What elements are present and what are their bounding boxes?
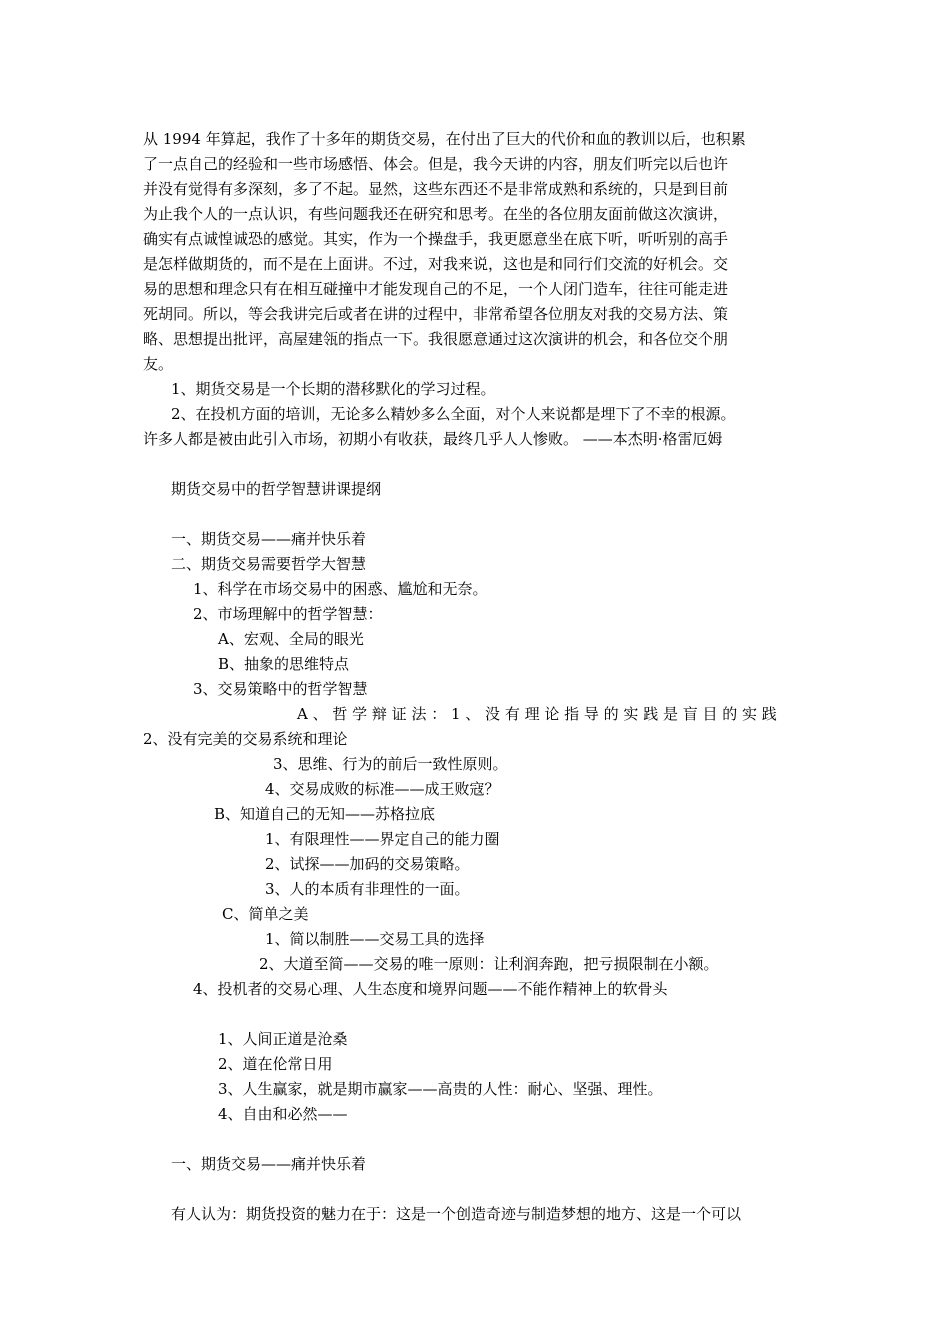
section-heading: 一、期货交易——痛并快乐着 — [171, 1155, 367, 1173]
outline-s3a: A 、 哲 学 辩 证 法 ： 1 、 没 有 理 论 指 导 的 实 践 是 盲 目 的 实 践 — [297, 705, 777, 723]
outline-s3c: C、简单之美 — [222, 905, 309, 923]
outline-s2a: A、宏观、全局的眼光 — [218, 630, 364, 648]
outline-h2: 二、期货交易需要哲学大智慧 — [171, 555, 367, 573]
intro-line-6: 是怎样做期货的，而不是在上面讲。不过，对我来说，这也是和同行们交流的好机会。交 — [143, 255, 729, 273]
outline-h1: 一、期货交易——痛并快乐着 — [171, 530, 367, 548]
outline-title: 期货交易中的哲学智慧讲课提纲 — [171, 480, 382, 498]
outline-s4: 4、投机者的交易心理、人生态度和境界问题——不能作精神上的软骨头 — [193, 980, 668, 998]
outline-s1: 1、科学在市场交易中的困惑、尴尬和无奈。 — [193, 580, 488, 598]
outline-s4-3: 3、人生赢家，就是期市赢家——高贵的人性：耐心、坚强、理性。 — [218, 1080, 663, 1098]
outline-s4-1: 1、人间正道是沧桑 — [218, 1030, 348, 1048]
outline-s3c2: 2、大道至简——交易的唯一原则：让利润奔跑，把亏损限制在小额。 — [259, 955, 719, 973]
outline-s2b: B、抽象的思维特点 — [218, 655, 350, 673]
outline-s4-2: 2、道在伦常日用 — [218, 1055, 333, 1073]
outline-s3b: B、知道自己的无知——苏格拉底 — [214, 805, 436, 823]
outline-s3: 3、交易策略中的哲学智慧 — [193, 680, 368, 698]
quote-line-2: 2、在投机方面的培训，无论多么精妙多么全面，对个人来说都是埋下了不幸的根源。 — [171, 405, 736, 423]
intro-line-1: 从 1994 年算起，我作了十多年的期货交易，在付出了巨大的代价和血的教训以后，也积累 — [143, 130, 746, 148]
closing-line: 有人认为：期货投资的魅力在于：这是一个创造奇迹与制造梦想的地方、这是一个可以 — [171, 1205, 742, 1223]
outline-s3a3: 3、思维、行为的前后一致性原则。 — [273, 755, 508, 773]
outline-s3b3: 3、人的本质有非理性的一面。 — [265, 880, 470, 898]
outline-s3b1: 1、有限理性——界定自己的能力圈 — [265, 830, 500, 848]
outline-s3a4: 4、交易成败的标准——成王败寇？ — [265, 780, 500, 798]
outline-s3b2: 2、试探——加码的交易策略。 — [265, 855, 470, 873]
quote-line-3: 许多人都是被由此引入市场，初期小有收获，最终几乎人人惨败。 ——本杰明·格雷厄姆 — [143, 430, 723, 448]
outline-s4-4: 4、自由和必然—— — [218, 1105, 348, 1123]
intro-line-7: 易的思想和理念只有在相互碰撞中才能发现自己的不足，一个人闭门造车，往往可能走进 — [143, 280, 729, 298]
intro-line-3: 并没有觉得有多深刻，多了不起。显然，这些东西还不是非常成熟和系统的，只是到目前 — [143, 180, 729, 198]
intro-line-2: 了一点自己的经验和一些市场感悟、体会。但是，我今天讲的内容，朋友们听完以后也许 — [143, 155, 729, 173]
outline-s3c1: 1、简以制胜——交易工具的选择 — [265, 930, 485, 948]
intro-line-8: 死胡同。所以，等会我讲完后或者在讲的过程中，非常希望各位朋友对我的交易方法、策 — [143, 305, 729, 323]
intro-line-4: 为止我个人的一点认识，有些问题我还在研究和思考。在坐的各位朋友面前做这次演讲， — [143, 205, 729, 223]
outline-s2: 2、市场理解中的哲学智慧： — [193, 605, 383, 623]
intro-line-5: 确实有点诚惶诚恐的感觉。其实，作为一个操盘手，我更愿意坐在底下听，听听别的高手 — [143, 230, 729, 248]
quote-line-1: 1、期货交易是一个长期的潜移默化的学习过程。 — [171, 380, 496, 398]
intro-line-9: 略、思想提出批评，高屋建瓴的指点一下。我很愿意通过这次演讲的机会，和各位交个朋 — [143, 330, 729, 348]
intro-line-10: 友。 — [143, 355, 174, 373]
outline-s3a-cont: 2、没有完美的交易系统和理论 — [143, 730, 348, 748]
